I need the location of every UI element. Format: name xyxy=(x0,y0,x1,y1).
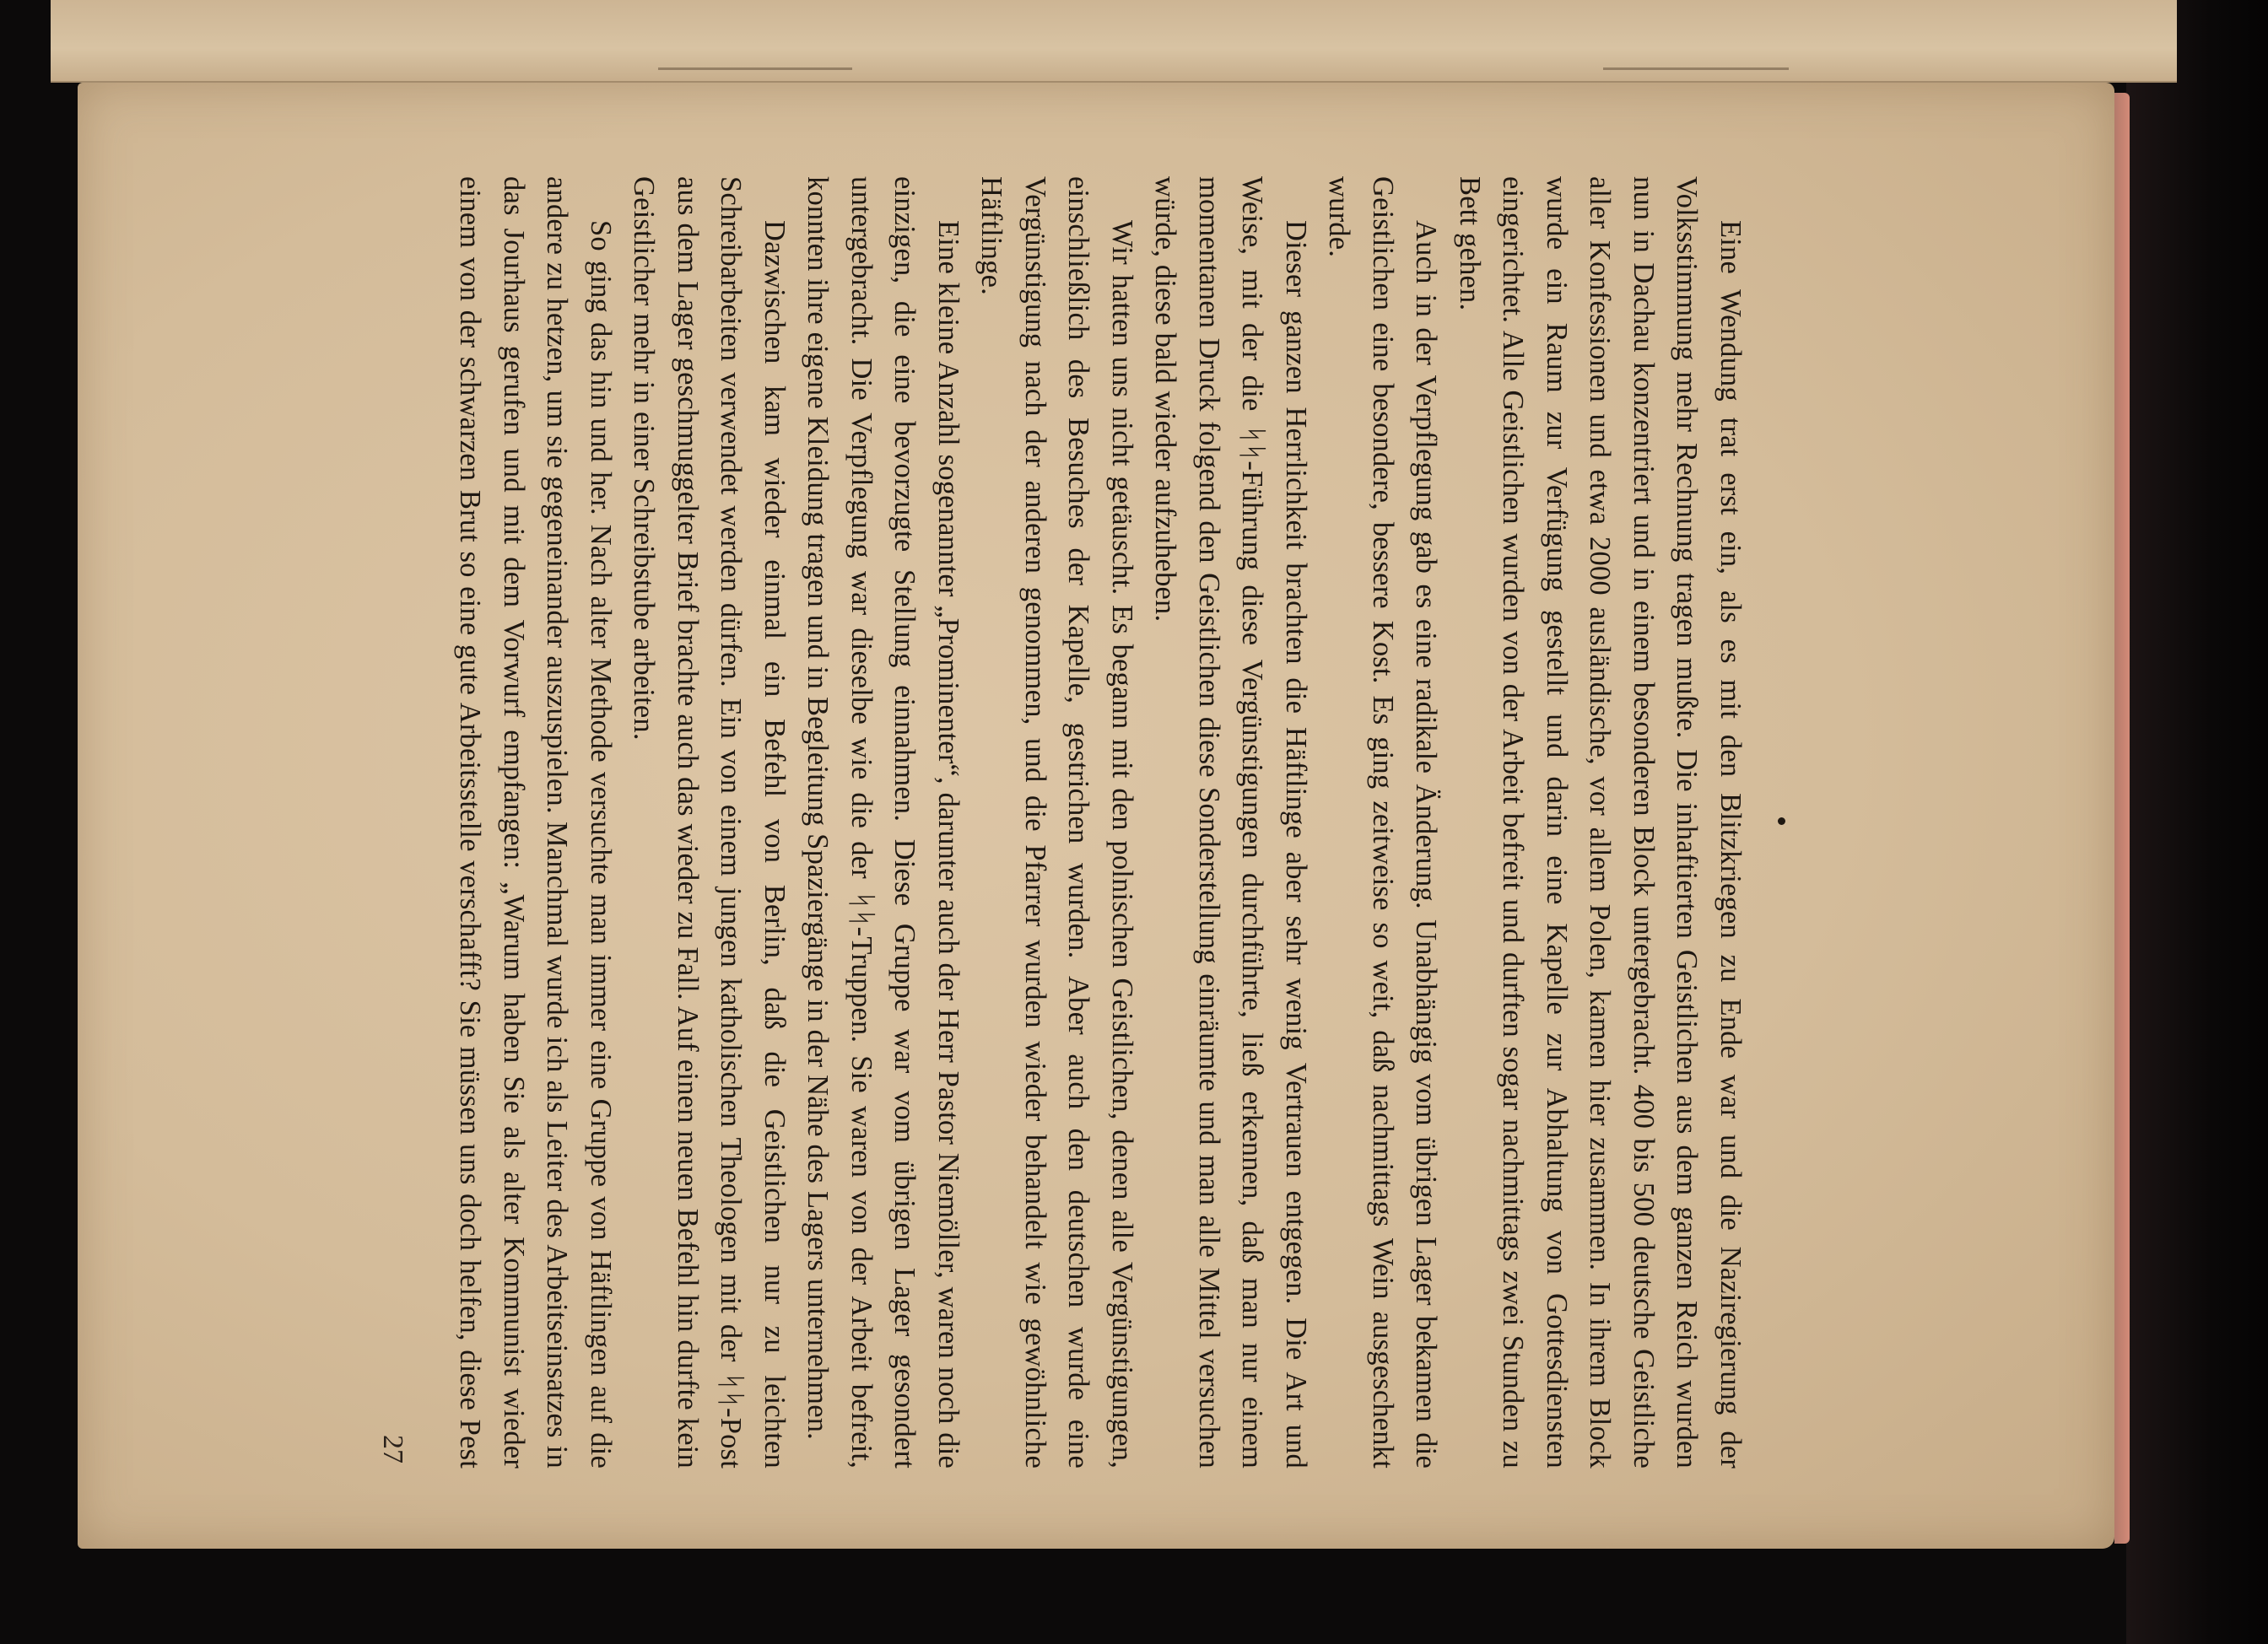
page-crease xyxy=(1603,67,1789,70)
book-cover-edge xyxy=(2114,93,2130,1544)
background-cloth xyxy=(2126,0,2268,1644)
page-body xyxy=(452,176,1752,1469)
paragraph: Dazwischen kam wieder einmal ein Befehl von Berlin, daß die Geistlichen nur zu leichten Schreibarbeiten verwendet werden dürfen. Ein von einem jungen katholischen Theologen mit der ᛋᛋ-Post aus dem Lager geschmuggelter Brief brachte auch das wieder zu Fall. Auf einen neuen Befehl hin durfte kein Geistlicher mehr in einer Schreibstube arbeiten. xyxy=(628,176,791,1469)
paragraph: Wir hatten uns nicht getäuscht. Es begann mit den polnischen Geistlichen, denen alle Vergünstigungen, einschließlich des Besuches der Kapelle, gestrichen wurden. Aber auch den deutschen wurde eine Vergünstigung nach der anderen genommen, und die Pfarrer wurden wieder behandelt wie gewöhnliche Häftlinge. xyxy=(975,176,1138,1469)
paragraph: Eine Wendung trat erst ein, als es mit den Blitzkriegen zu Ende war und die Naziregierung der Volksstimmung mehr Rechnung tragen mußte. Die inhaftierten Geistlichen aus dem ganzen Reich wurden nun in Dachau konzentriert und in einem besonderen Block untergebracht. 400 bis 500 deutsche Geistliche aller Konfessionen und etwa 2000 ausländische, vor allem Polen, kamen hier zusammen. In ihrem Block wurde ein Raum zur Verfügung gestellt und darin eine Kapelle zur Abhaltung von Gottesdiensten eingerichtet. Alle Geistlichen wurden von der Arbeit befreit und durften sogar nachmittags zwei Stunden zu Bett gehen. xyxy=(1454,176,1747,1469)
page-crease xyxy=(658,67,852,70)
paragraph: Eine kleine Anzahl sogenannter „Prominenter“, darunter auch der Herr Pastor Niemöller, waren noch die einzigen, die eine bevorzugte Stellung einnahmen. Diese Gruppe war vom übrigen Lager gesondert untergebracht. Die Verpflegung war dieselbe wie die der ᛋᛋ-Truppen. Sie waren von der Arbeit befreit, konnten ihre eigene Kleidung tragen und in Begleitung Spaziergänge in der Nähe des Lagers unternehmen. xyxy=(802,176,964,1469)
paragraph: Dieser ganzen Herrlichkeit brachten die Häftlinge aber sehr wenig Vertrauen entgegen. Die Art und Weise, mit der die ᛋᛋ-Führung diese Vergünstigungen durchführte, ließ erkennen, daß man nur einem momentanen Druck folgend den Geistlichen diese Sonderstellung einräumte und man alle Mittel versuchen würde, diese bald wieder aufzuheben. xyxy=(1149,176,1312,1469)
page-text-block xyxy=(368,176,1752,1469)
printing-dot xyxy=(1778,817,1785,825)
paragraph: Auch in der Verpflegung gab es eine radikale Änderung. Unabhängig vom übrigen Lager bekamen die Geistlichen eine besondere, bessere Kost. Es ging zeitweise so weit, daß nachmittags Wein ausgeschenkt wurde. xyxy=(1323,176,1443,1469)
page-number: 27 xyxy=(377,1435,408,1463)
paragraph: So ging das hin und her. Nach alter Methode versuchte man immer eine Gruppe von Häftlingen auf die andere zu hetzen, um sie gegeneinander auszuspielen. Manchmal wurde ich als Leiter des Arbeitseinsatzes in das Jourhaus gerufen und mit dem Vorwurf empfangen: „Warum haben Sie als alter Kommunist wieder einem von der schwarzen Brut so eine gute Arbeitsstelle verschafft? Sie müssen uns doch helfen, diese Pest xyxy=(454,176,617,1469)
adjoining-page-edge xyxy=(51,0,2177,83)
